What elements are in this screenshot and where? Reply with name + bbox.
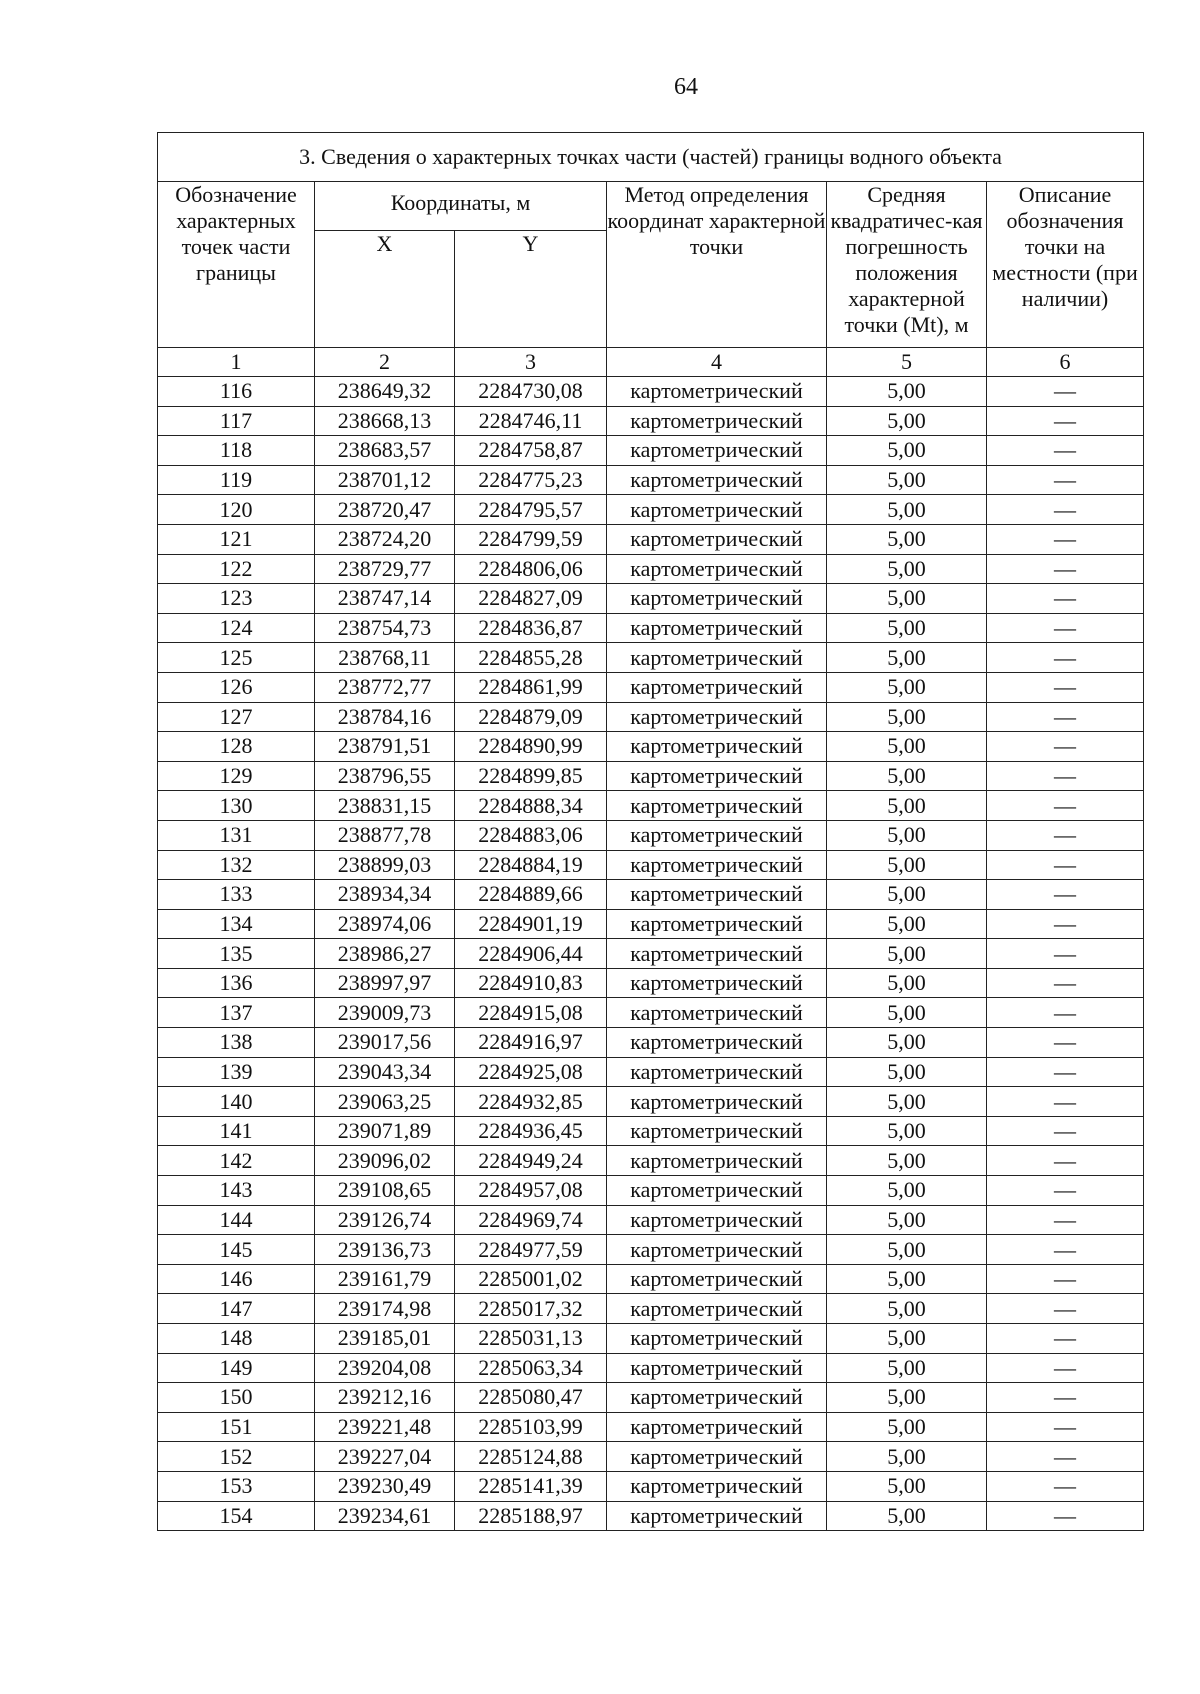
cell-error-value: 5,00 (827, 1116, 987, 1146)
cell-coord-y: 2284969,74 (455, 1205, 607, 1235)
table-title: 3. Сведения о характерных точках части (частей) границы водного объекта (158, 133, 1144, 182)
cell-coord-x: 239108,65 (315, 1176, 455, 1206)
column-number: 4 (607, 348, 827, 377)
cell-description: — (987, 1324, 1144, 1354)
cell-description: — (987, 850, 1144, 880)
cell-method: картометрический (607, 1028, 827, 1058)
cell-point-id: 143 (158, 1176, 315, 1206)
table-row (158, 613, 1144, 643)
cell-point-id: 154 (158, 1501, 315, 1531)
cell-coord-x: 239230,49 (315, 1471, 455, 1501)
cell-coord-y: 2285063,34 (455, 1353, 607, 1383)
cell-point-id: 123 (158, 584, 315, 614)
cell-error-value: 5,00 (827, 1235, 987, 1265)
cell-coord-y: 2284884,19 (455, 850, 607, 880)
cell-method: картометрический (607, 1205, 827, 1235)
header-method: Метод определения координат характерной точки (607, 182, 827, 348)
cell-coord-y: 2284883,06 (455, 820, 607, 850)
cell-coord-x: 238831,15 (315, 791, 455, 821)
boundary-points-table (157, 132, 1144, 1531)
cell-point-id: 134 (158, 909, 315, 939)
cell-error-value: 5,00 (827, 406, 987, 436)
cell-method: картометрический (607, 436, 827, 466)
cell-coord-x: 239017,56 (315, 1028, 455, 1058)
cell-description: — (987, 643, 1144, 673)
cell-coord-x: 239126,74 (315, 1205, 455, 1235)
cell-description: — (987, 1028, 1144, 1058)
cell-error-value: 5,00 (827, 1264, 987, 1294)
cell-error-value: 5,00 (827, 1294, 987, 1324)
cell-description: — (987, 495, 1144, 525)
cell-method: картометрический (607, 909, 827, 939)
cell-point-id: 147 (158, 1294, 315, 1324)
cell-method: картометрический (607, 1383, 827, 1413)
cell-method: картометрический (607, 465, 827, 495)
cell-error-value: 5,00 (827, 554, 987, 584)
header-error: Средняя квадратичес-кая погрешность положения характерной точки (Mt), м (827, 182, 987, 348)
table-row (158, 1235, 1144, 1265)
cell-point-id: 128 (158, 732, 315, 762)
cell-coord-y: 2285124,88 (455, 1442, 607, 1472)
cell-point-id: 140 (158, 1087, 315, 1117)
cell-error-value: 5,00 (827, 377, 987, 407)
cell-error-value: 5,00 (827, 880, 987, 910)
cell-method: картометрический (607, 968, 827, 998)
cell-coord-y: 2284775,23 (455, 465, 607, 495)
cell-point-id: 125 (158, 643, 315, 673)
cell-coord-x: 238997,97 (315, 968, 455, 998)
cell-description: — (987, 1057, 1144, 1087)
column-number: 3 (455, 348, 607, 377)
cell-error-value: 5,00 (827, 791, 987, 821)
cell-coord-y: 2284899,85 (455, 761, 607, 791)
cell-error-value: 5,00 (827, 1324, 987, 1354)
cell-coord-y: 2285080,47 (455, 1383, 607, 1413)
cell-coord-y: 2284879,09 (455, 702, 607, 732)
cell-coord-x: 239227,04 (315, 1442, 455, 1472)
cell-coord-x: 238796,55 (315, 761, 455, 791)
cell-description: — (987, 554, 1144, 584)
cell-description: — (987, 1412, 1144, 1442)
cell-error-value: 5,00 (827, 820, 987, 850)
cell-point-id: 133 (158, 880, 315, 910)
cell-coord-y: 2284806,06 (455, 554, 607, 584)
cell-coord-x: 238768,11 (315, 643, 455, 673)
table-row (158, 761, 1144, 791)
cell-point-id: 117 (158, 406, 315, 436)
cell-coord-x: 238724,20 (315, 524, 455, 554)
page-number: 64 (674, 74, 698, 100)
table-row (158, 1501, 1144, 1531)
cell-error-value: 5,00 (827, 939, 987, 969)
cell-coord-y: 2284746,11 (455, 406, 607, 436)
cell-coord-x: 238934,34 (315, 880, 455, 910)
cell-method: картометрический (607, 1176, 827, 1206)
cell-error-value: 5,00 (827, 1471, 987, 1501)
cell-point-id: 152 (158, 1442, 315, 1472)
cell-method: картометрический (607, 1057, 827, 1087)
cell-method: картометрический (607, 524, 827, 554)
cell-method: картометрический (607, 820, 827, 850)
cell-point-id: 132 (158, 850, 315, 880)
table-row (158, 495, 1144, 525)
table-row (158, 1176, 1144, 1206)
cell-description: — (987, 1235, 1144, 1265)
cell-coord-x: 239174,98 (315, 1294, 455, 1324)
header-coordinates: Координаты, м (315, 182, 607, 231)
cell-description: — (987, 1501, 1144, 1531)
cell-coord-y: 2285141,39 (455, 1471, 607, 1501)
cell-coord-y: 2284936,45 (455, 1116, 607, 1146)
header-x: X (315, 231, 455, 348)
cell-error-value: 5,00 (827, 1057, 987, 1087)
cell-point-id: 151 (158, 1412, 315, 1442)
table-row (158, 1028, 1144, 1058)
cell-error-value: 5,00 (827, 1205, 987, 1235)
cell-coord-x: 239212,16 (315, 1383, 455, 1413)
cell-description: — (987, 1471, 1144, 1501)
cell-error-value: 5,00 (827, 613, 987, 643)
cell-description: — (987, 672, 1144, 702)
cell-error-value: 5,00 (827, 1353, 987, 1383)
cell-method: картометрический (607, 495, 827, 525)
cell-error-value: 5,00 (827, 850, 987, 880)
cell-error-value: 5,00 (827, 1501, 987, 1531)
cell-coord-y: 2284888,34 (455, 791, 607, 821)
table-row (158, 1116, 1144, 1146)
table-row (158, 1383, 1144, 1413)
cell-description: — (987, 968, 1144, 998)
cell-method: картометрический (607, 1235, 827, 1265)
cell-coord-y: 2284932,85 (455, 1087, 607, 1117)
cell-point-id: 126 (158, 672, 315, 702)
table-row (158, 377, 1144, 407)
header-designation: Обозначение характерных точек части границы (158, 182, 315, 348)
cell-coord-y: 2284949,24 (455, 1146, 607, 1176)
cell-description: — (987, 791, 1144, 821)
column-number: 6 (987, 348, 1144, 377)
cell-method: картометрический (607, 880, 827, 910)
cell-coord-x: 238747,14 (315, 584, 455, 614)
cell-coord-y: 2284861,99 (455, 672, 607, 702)
cell-point-id: 116 (158, 377, 315, 407)
cell-coord-y: 2284977,59 (455, 1235, 607, 1265)
cell-description: — (987, 1353, 1144, 1383)
cell-error-value: 5,00 (827, 1087, 987, 1117)
cell-point-id: 120 (158, 495, 315, 525)
cell-method: картометрический (607, 1264, 827, 1294)
cell-error-value: 5,00 (827, 998, 987, 1028)
cell-error-value: 5,00 (827, 702, 987, 732)
cell-error-value: 5,00 (827, 643, 987, 673)
cell-point-id: 130 (158, 791, 315, 821)
cell-description: — (987, 702, 1144, 732)
cell-point-id: 145 (158, 1235, 315, 1265)
table-row (158, 584, 1144, 614)
cell-point-id: 146 (158, 1264, 315, 1294)
cell-method: картометрический (607, 702, 827, 732)
cell-method: картометрический (607, 850, 827, 880)
cell-method: картометрический (607, 1324, 827, 1354)
cell-method: картометрический (607, 1294, 827, 1324)
cell-description: — (987, 584, 1144, 614)
cell-point-id: 144 (158, 1205, 315, 1235)
table-row (158, 524, 1144, 554)
cell-coord-x: 238683,57 (315, 436, 455, 466)
cell-coord-x: 238784,16 (315, 702, 455, 732)
cell-error-value: 5,00 (827, 436, 987, 466)
cell-point-id: 131 (158, 820, 315, 850)
cell-method: картометрический (607, 1116, 827, 1146)
cell-description: — (987, 465, 1144, 495)
cell-coord-x: 239136,73 (315, 1235, 455, 1265)
table-row (158, 1294, 1144, 1324)
cell-point-id: 135 (158, 939, 315, 969)
cell-description: — (987, 1264, 1144, 1294)
cell-coord-x: 239185,01 (315, 1324, 455, 1354)
cell-coord-x: 239009,73 (315, 998, 455, 1028)
cell-point-id: 142 (158, 1146, 315, 1176)
cell-description: — (987, 909, 1144, 939)
cell-coord-y: 2284915,08 (455, 998, 607, 1028)
table-row (158, 436, 1144, 466)
cell-coord-x: 238701,12 (315, 465, 455, 495)
cell-method: картометрический (607, 1442, 827, 1472)
table-row (158, 406, 1144, 436)
cell-method: картометрический (607, 998, 827, 1028)
cell-coord-x: 238772,77 (315, 672, 455, 702)
cell-method: картометрический (607, 1087, 827, 1117)
cell-description: — (987, 1176, 1144, 1206)
cell-coord-y: 2284836,87 (455, 613, 607, 643)
table-row (158, 1146, 1144, 1176)
cell-description: — (987, 524, 1144, 554)
cell-point-id: 139 (158, 1057, 315, 1087)
cell-coord-y: 2284957,08 (455, 1176, 607, 1206)
cell-point-id: 122 (158, 554, 315, 584)
cell-point-id: 137 (158, 998, 315, 1028)
cell-coord-y: 2284758,87 (455, 436, 607, 466)
cell-point-id: 150 (158, 1383, 315, 1413)
table-row (158, 909, 1144, 939)
cell-error-value: 5,00 (827, 761, 987, 791)
cell-coord-y: 2284730,08 (455, 377, 607, 407)
cell-description: — (987, 820, 1144, 850)
cell-coord-x: 238986,27 (315, 939, 455, 969)
cell-error-value: 5,00 (827, 1383, 987, 1413)
cell-coord-y: 2285103,99 (455, 1412, 607, 1442)
cell-method: картометрический (607, 584, 827, 614)
cell-description: — (987, 939, 1144, 969)
cell-coord-x: 239096,02 (315, 1146, 455, 1176)
cell-error-value: 5,00 (827, 968, 987, 998)
table-row (158, 939, 1144, 969)
cell-coord-y: 2284916,97 (455, 1028, 607, 1058)
cell-method: картометрический (607, 643, 827, 673)
table-row (158, 1205, 1144, 1235)
cell-coord-y: 2285017,32 (455, 1294, 607, 1324)
header-y: Y (455, 231, 607, 348)
cell-coord-x: 238754,73 (315, 613, 455, 643)
cell-method: картометрический (607, 732, 827, 762)
cell-error-value: 5,00 (827, 909, 987, 939)
cell-point-id: 127 (158, 702, 315, 732)
cell-description: — (987, 1205, 1144, 1235)
cell-description: — (987, 732, 1144, 762)
table-row (158, 850, 1144, 880)
table-row (158, 732, 1144, 762)
table-row (158, 998, 1144, 1028)
table-row (158, 643, 1144, 673)
cell-coord-y: 2284799,59 (455, 524, 607, 554)
cell-coord-y: 2284890,99 (455, 732, 607, 762)
cell-coord-y: 2284925,08 (455, 1057, 607, 1087)
cell-point-id: 149 (158, 1353, 315, 1383)
cell-coord-y: 2285188,97 (455, 1501, 607, 1531)
cell-description: — (987, 761, 1144, 791)
cell-method: картометрический (607, 1353, 827, 1383)
table-row (158, 820, 1144, 850)
cell-description: — (987, 613, 1144, 643)
cell-method: картометрический (607, 1471, 827, 1501)
cell-coord-y: 2284889,66 (455, 880, 607, 910)
table-row (158, 1353, 1144, 1383)
table-row (158, 1057, 1144, 1087)
cell-coord-y: 2284901,19 (455, 909, 607, 939)
cell-method: картометрический (607, 672, 827, 702)
cell-point-id: 153 (158, 1471, 315, 1501)
cell-coord-x: 239221,48 (315, 1412, 455, 1442)
cell-coord-y: 2284855,28 (455, 643, 607, 673)
table-row (158, 1264, 1144, 1294)
cell-method: картометрический (607, 1412, 827, 1442)
cell-description: — (987, 1383, 1144, 1413)
cell-description: — (987, 406, 1144, 436)
cell-coord-y: 2284795,57 (455, 495, 607, 525)
cell-coord-x: 238877,78 (315, 820, 455, 850)
cell-method: картометрический (607, 791, 827, 821)
cell-method: картометрический (607, 1501, 827, 1531)
cell-description: — (987, 1442, 1144, 1472)
cell-point-id: 121 (158, 524, 315, 554)
cell-coord-y: 2285031,13 (455, 1324, 607, 1354)
cell-coord-x: 238720,47 (315, 495, 455, 525)
cell-method: картометрический (607, 377, 827, 407)
cell-point-id: 129 (158, 761, 315, 791)
cell-coord-x: 239161,79 (315, 1264, 455, 1294)
cell-error-value: 5,00 (827, 465, 987, 495)
cell-point-id: 148 (158, 1324, 315, 1354)
cell-coord-x: 239234,61 (315, 1501, 455, 1531)
cell-coord-x: 238899,03 (315, 850, 455, 880)
cell-error-value: 5,00 (827, 584, 987, 614)
cell-coord-x: 238729,77 (315, 554, 455, 584)
cell-description: — (987, 880, 1144, 910)
cell-point-id: 138 (158, 1028, 315, 1058)
cell-description: — (987, 1087, 1144, 1117)
cell-coord-x: 239063,25 (315, 1087, 455, 1117)
cell-point-id: 124 (158, 613, 315, 643)
table-row (158, 465, 1144, 495)
cell-error-value: 5,00 (827, 1442, 987, 1472)
table-row (158, 702, 1144, 732)
cell-point-id: 141 (158, 1116, 315, 1146)
cell-coord-y: 2284910,83 (455, 968, 607, 998)
table-row (158, 1324, 1144, 1354)
cell-coord-x: 238974,06 (315, 909, 455, 939)
column-number: 1 (158, 348, 315, 377)
cell-point-id: 119 (158, 465, 315, 495)
cell-coord-y: 2284906,44 (455, 939, 607, 969)
cell-coord-x: 238791,51 (315, 732, 455, 762)
cell-error-value: 5,00 (827, 524, 987, 554)
cell-description: — (987, 998, 1144, 1028)
cell-error-value: 5,00 (827, 672, 987, 702)
cell-error-value: 5,00 (827, 1146, 987, 1176)
cell-method: картометрический (607, 406, 827, 436)
cell-description: — (987, 1116, 1144, 1146)
cell-error-value: 5,00 (827, 732, 987, 762)
cell-point-id: 118 (158, 436, 315, 466)
cell-method: картометрический (607, 613, 827, 643)
cell-description: — (987, 1294, 1144, 1324)
cell-method: картометрический (607, 554, 827, 584)
cell-coord-y: 2284827,09 (455, 584, 607, 614)
table-row (158, 1442, 1144, 1472)
cell-description: — (987, 1146, 1144, 1176)
column-number: 2 (315, 348, 455, 377)
cell-coord-x: 239204,08 (315, 1353, 455, 1383)
cell-method: картометрический (607, 1146, 827, 1176)
column-number-row (158, 348, 1144, 377)
cell-coord-x: 239071,89 (315, 1116, 455, 1146)
cell-error-value: 5,00 (827, 495, 987, 525)
cell-description: — (987, 377, 1144, 407)
table-row (158, 554, 1144, 584)
cell-method: картометрический (607, 761, 827, 791)
table-row (158, 1087, 1144, 1117)
cell-coord-y: 2285001,02 (455, 1264, 607, 1294)
cell-coord-x: 239043,34 (315, 1057, 455, 1087)
cell-description: — (987, 436, 1144, 466)
cell-error-value: 5,00 (827, 1412, 987, 1442)
table-row (158, 1412, 1144, 1442)
column-number: 5 (827, 348, 987, 377)
table-row (158, 1471, 1144, 1501)
cell-point-id: 136 (158, 968, 315, 998)
cell-error-value: 5,00 (827, 1028, 987, 1058)
cell-coord-x: 238668,13 (315, 406, 455, 436)
cell-method: картометрический (607, 939, 827, 969)
table-row (158, 791, 1144, 821)
cell-error-value: 5,00 (827, 1176, 987, 1206)
cell-coord-x: 238649,32 (315, 377, 455, 407)
table-row (158, 968, 1144, 998)
header-description: Описание обозначения точки на местности (при наличии) (987, 182, 1144, 348)
table-row (158, 880, 1144, 910)
table-row (158, 672, 1144, 702)
